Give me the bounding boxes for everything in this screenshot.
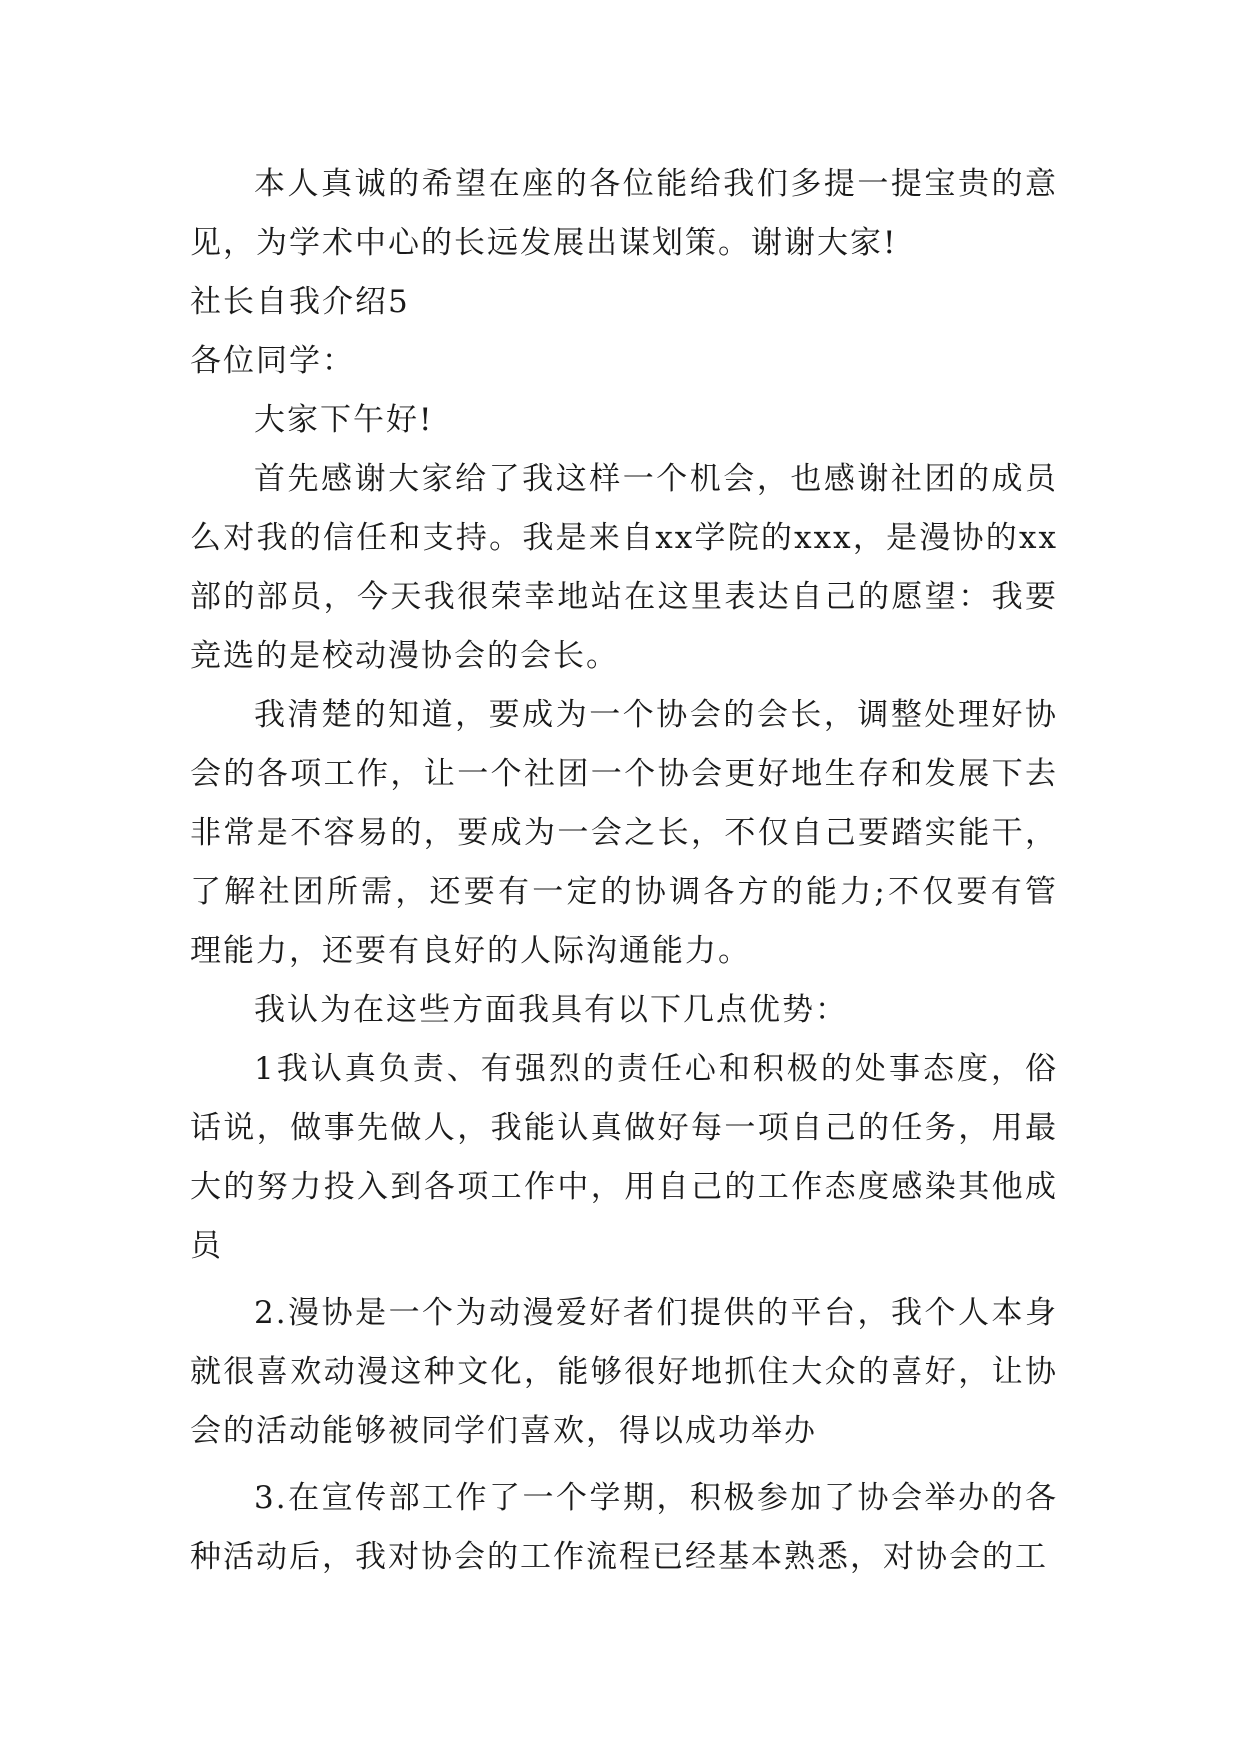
closing-paragraph: 本人真诚的希望在座的各位能给我们多提一提宝贵的意见，为学术中心的长远发展出谋划策。谢谢大家! <box>190 166 1058 261</box>
advantage-item-3: 3.在宣传部工作了一个学期，积极参加了协会举办的各种活动后，我对协会的工作流程已经基本熟悉，对协会的工 <box>190 1480 1058 1575</box>
greeting: 大家下午好! <box>254 402 434 438</box>
section-heading: 社长自我介绍5 <box>190 284 410 320</box>
role-paragraph: 我清楚的知道，要成为一个协会的会长，调整处理好协会的各项工作，让一个社团一个协会更好地生存和发展下去非常是不容易的，要成为一会之长，不仅自己要踏实能干，了解社团所需，还要有一定的协调各方的能力;不仅要有管理能力，还要有良好的人际沟通能力。 <box>190 697 1058 969</box>
document-body <box>190 155 1058 1587</box>
intro-paragraph: 首先感谢大家给了我这样一个机会，也感谢社团的成员么对我的信任和支持。我是来自xx学院的xxx，是漫协的xx部的部员，今天我很荣幸地站在这里表达自己的愿望：我要竞选的是校动漫协会的会长。 <box>190 461 1058 674</box>
advantage-item-1: 1我认真负责、有强烈的责任心和积极的处事态度，俗话说，做事先做人，我能认真做好每一项自己的任务，用最大的努力投入到各项工作中，用自己的工作态度感染其他成员 <box>190 1051 1058 1264</box>
advantages-intro: 我认为在这些方面我具有以下几点优势： <box>254 992 848 1028</box>
salutation: 各位同学： <box>190 343 355 379</box>
advantage-item-2: 2.漫协是一个为动漫爱好者们提供的平台，我个人本身就很喜欢动漫这种文化，能够很好地抓住大众的喜好，让协会的活动能够被同学们喜欢，得以成功举办 <box>190 1295 1058 1449</box>
